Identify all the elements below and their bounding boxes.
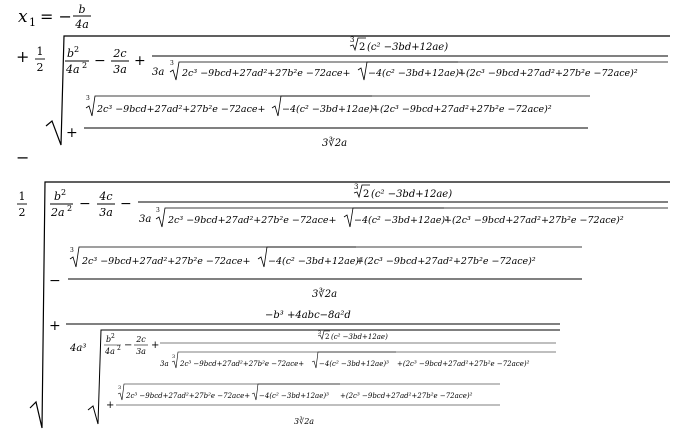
fraction-4c-over-3a <box>97 190 115 219</box>
svg-text:2: 2 <box>74 45 80 54</box>
svg-text:4a: 4a <box>75 18 89 31</box>
svg-text:3∛2a: 3∛2a <box>294 417 315 426</box>
svg-text:2c: 2c <box>113 47 127 60</box>
svg-text:−4(c² −3bd+12ae)³: −4(c² −3bd+12ae)³ <box>268 256 363 267</box>
svg-text:3: 3 <box>172 354 176 360</box>
svg-text:3: 3 <box>118 385 122 391</box>
svg-text:3: 3 <box>70 247 74 254</box>
svg-text:−4(c² −3bd+12ae)³: −4(c² −3bd+12ae)³ <box>282 104 377 115</box>
svg-text:3∛2a: 3∛2a <box>312 289 338 300</box>
svg-text:2c³ −9bcd+27ad²+27b²e −72ace+: 2c³ −9bcd+27ad²+27b²e −72ace+ <box>126 392 251 400</box>
svg-text:+(2c³ −9bcd+27ad²+27b²e −72ace: +(2c³ −9bcd+27ad²+27b²e −72ace)² <box>356 256 536 267</box>
plus-2: + <box>66 125 78 141</box>
svg-text:2a: 2a <box>51 206 65 219</box>
fraction-third-term <box>66 310 560 426</box>
svg-text:3a: 3a <box>152 67 165 78</box>
svg-text:3: 3 <box>350 36 355 44</box>
plus-1: + <box>134 53 146 69</box>
svg-text:3: 3 <box>318 330 322 336</box>
nested-fraction-cbrt-core <box>116 384 500 426</box>
svg-text:−4(c² −3bd+12ae)³: −4(c² −3bd+12ae)³ <box>354 215 449 226</box>
plus-4: + <box>151 340 160 351</box>
minus-2: − <box>79 196 91 212</box>
svg-text:2: 2 <box>325 333 330 341</box>
svg-text:2c³ −9bcd+27ad²+27b²e −72ace+: 2c³ −9bcd+27ad²+27b²e −72ace+ <box>97 104 266 115</box>
svg-text:b: b <box>106 335 112 344</box>
fraction-2c-over-3a <box>111 47 129 76</box>
svg-text:b: b <box>67 47 75 60</box>
fraction-b2-over-4a2 <box>65 45 89 76</box>
svg-text:2c³ −9bcd+27ad²+27b²e −72ace+: 2c³ −9bcd+27ad²+27b²e −72ace+ <box>168 215 337 226</box>
nested-fraction-b2-4a2 <box>104 333 121 356</box>
fraction-b-over-4a <box>73 3 91 31</box>
minus-1: − <box>94 53 106 69</box>
svg-text:−4(c² −3bd+12ae)³: −4(c² −3bd+12ae)³ <box>319 360 389 368</box>
svg-text:x: x <box>18 7 28 27</box>
plus-5: + <box>106 400 115 411</box>
svg-text:−b³ +4abc−8a²d: −b³ +4abc−8a²d <box>265 310 351 321</box>
fraction-one-half-top <box>35 45 45 74</box>
svg-text:2: 2 <box>82 61 88 70</box>
minus-3: − <box>120 196 132 212</box>
nested-fraction-cbrt2 <box>160 330 556 368</box>
svg-text:1: 1 <box>36 45 44 58</box>
svg-text:b: b <box>54 190 62 203</box>
svg-text:−4(c² −3bd+12ae)³: −4(c² −3bd+12ae)³ <box>259 392 329 400</box>
svg-text:2c: 2c <box>136 335 146 344</box>
svg-text:(c² −3bd+12ae): (c² −3bd+12ae) <box>331 333 388 341</box>
svg-text:+(2c³ −9bcd+27ad²+27b²e −72ace: +(2c³ −9bcd+27ad²+27b²e −72ace)² <box>444 215 624 226</box>
nested-fraction-2c-3a <box>134 335 148 356</box>
plus-sign-top: + <box>16 47 30 66</box>
fraction-cbrt2-term-bottom <box>138 183 668 227</box>
svg-text:−4(c² −3bd+12ae)³: −4(c² −3bd+12ae)³ <box>368 68 463 79</box>
svg-text:4a³: 4a³ <box>70 343 87 354</box>
svg-text:2: 2 <box>61 188 67 197</box>
svg-text:2: 2 <box>117 345 121 352</box>
svg-text:3a: 3a <box>139 214 152 225</box>
svg-text:2: 2 <box>36 61 44 74</box>
svg-text:2: 2 <box>359 42 366 53</box>
fraction-cbrt2-term-top <box>152 36 668 80</box>
svg-text:4a: 4a <box>105 347 115 356</box>
svg-text:+(2c³ −9bcd+27ad²+27b²e −72ace: +(2c³ −9bcd+27ad²+27b²e −72ace)² <box>397 360 530 368</box>
fraction-one-half-bottom <box>17 190 27 219</box>
svg-text:b: b <box>78 3 86 16</box>
svg-text:= −: = − <box>40 7 72 26</box>
svg-text:2c³ −9bcd+27ad²+27b²e −72ace+: 2c³ −9bcd+27ad²+27b²e −72ace+ <box>182 68 351 79</box>
svg-text:3: 3 <box>156 207 160 214</box>
svg-text:+(2c³ −9bcd+27ad²+27b²e −72ace: +(2c³ −9bcd+27ad²+27b²e −72ace)² <box>458 68 638 79</box>
svg-text:3a: 3a <box>113 63 127 76</box>
svg-text:1: 1 <box>29 16 36 29</box>
svg-text:(c² −3bd+12ae): (c² −3bd+12ae) <box>367 42 449 53</box>
svg-text:2c³ −9bcd+27ad²+27b²e −72ace+: 2c³ −9bcd+27ad²+27b²e −72ace+ <box>82 256 251 267</box>
minus-sign-middle: − <box>16 148 30 167</box>
svg-text:+(2c³ −9bcd+27ad²+27b²e −72ace: +(2c³ −9bcd+27ad²+27b²e −72ace)² <box>340 392 473 400</box>
fraction-cbrt-core-top <box>84 95 590 149</box>
fraction-cbrt-core-bottom <box>68 247 582 300</box>
svg-text:2: 2 <box>18 206 26 219</box>
svg-text:3: 3 <box>86 95 90 102</box>
lhs-x1 <box>18 7 72 29</box>
svg-text:2c³ −9bcd+27ad²+27b²e −72ace+: 2c³ −9bcd+27ad²+27b²e −72ace+ <box>180 360 305 368</box>
svg-text:2: 2 <box>111 333 115 340</box>
svg-text:3∛2a: 3∛2a <box>322 138 348 149</box>
svg-text:3: 3 <box>354 183 359 191</box>
minus-4: − <box>49 273 61 289</box>
svg-text:(c² −3bd+12ae): (c² −3bd+12ae) <box>371 189 453 200</box>
svg-text:1: 1 <box>18 190 26 203</box>
svg-text:3a: 3a <box>99 206 113 219</box>
svg-text:2: 2 <box>67 204 73 213</box>
svg-text:3a: 3a <box>136 347 146 356</box>
plus-3: + <box>49 318 61 334</box>
minus-5: − <box>124 340 133 351</box>
svg-text:3a: 3a <box>160 360 169 368</box>
svg-text:+(2c³ −9bcd+27ad²+27b²e −72ace: +(2c³ −9bcd+27ad²+27b²e −72ace)² <box>372 104 552 115</box>
svg-text:2: 2 <box>363 189 370 200</box>
fraction-b2-over-2a2 <box>50 188 73 219</box>
svg-text:3: 3 <box>170 60 174 67</box>
svg-text:4a: 4a <box>66 63 80 76</box>
svg-text:4c: 4c <box>99 190 113 203</box>
